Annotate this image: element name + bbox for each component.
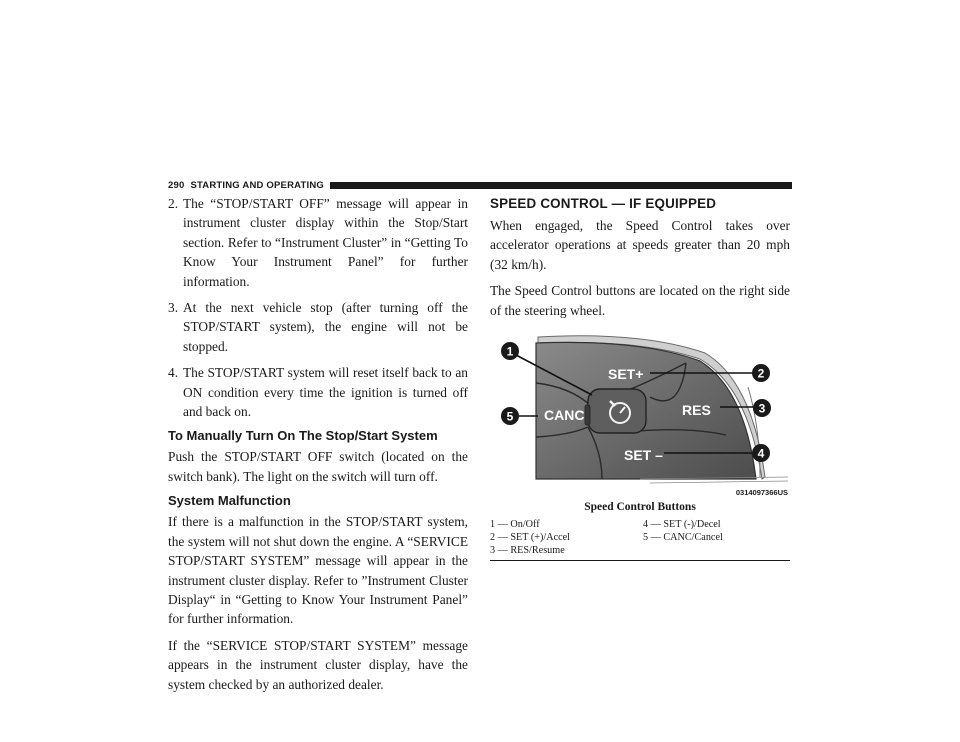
figure-caption: Speed Control Buttons — [584, 501, 696, 514]
figure-legend — [490, 519, 790, 557]
legend-item: 1 — On/Off — [490, 519, 540, 531]
speed-control-paragraph-1: When engaged, the Speed Control takes over accelerator operations at speeds greater than 20 mph (32 km/h). — [490, 218, 790, 272]
list-item-text: The “STOP/START OFF” message will appear in instrument cluster display within the Stop/Start section. Refer to “Instrument Cluster” in “Getting To Know Your Instrument Panel” for further information. — [183, 196, 468, 289]
malfunction-heading: System Malfunction — [168, 493, 291, 509]
svg-text:5: 5 — [506, 409, 514, 424]
speed-control-paragraph-2: The Speed Control buttons are located on the right side of the steering wheel. — [490, 283, 790, 318]
res-label: RES — [682, 402, 711, 419]
legend-item: 3 — RES/Resume — [490, 544, 565, 556]
list-item-number: 3. — [168, 300, 179, 316]
list-item-number: 2. — [168, 196, 179, 211]
steering-wheel-buttons-illustration — [490, 327, 790, 497]
svg-text:1: 1 — [506, 344, 514, 359]
list-item — [168, 194, 468, 291]
svg-text:3: 3 — [758, 401, 766, 416]
set-minus-label: SET – — [624, 447, 663, 464]
left-column — [168, 194, 468, 701]
legend-item: 5 — CANC/Cancel — [643, 531, 723, 543]
list-item-text: The STOP/START system will reset itself back to an ON condition every time the ignition is turned off and back on. — [183, 365, 468, 420]
list-item — [168, 298, 468, 356]
speed-control-heading: SPEED CONTROL — IF EQUIPPED — [490, 196, 717, 211]
legend-rule — [490, 560, 790, 561]
list-item-number: 4. — [168, 365, 179, 381]
speed-control-buttons-figure — [490, 327, 790, 497]
figure-code: 0314097366US — [735, 488, 788, 498]
canc-label: CANC — [544, 407, 585, 424]
page-header — [168, 178, 792, 192]
legend-item: 4 — SET (-)/Decel — [643, 519, 721, 531]
callout-1 — [501, 342, 519, 360]
legend-item: 2 — SET (+)/Accel — [490, 531, 570, 543]
header-rule — [330, 182, 792, 189]
callout-3 — [753, 399, 771, 417]
svg-text:2: 2 — [757, 366, 765, 381]
page-number: 290 — [168, 179, 185, 191]
manual-on-paragraph: Push the STOP/START OFF switch (located on the switch bank). The light on the switch will turn off. — [168, 449, 468, 484]
svg-text:4: 4 — [757, 446, 765, 461]
callout-5 — [501, 407, 519, 425]
callout-4 — [752, 444, 770, 462]
right-column — [490, 194, 790, 561]
list-item — [168, 363, 468, 421]
set-plus-label: SET+ — [608, 366, 644, 383]
malfunction-paragraph-2: If the “SERVICE STOP/START SYSTEM” message appears in the instrument cluster display, have the system checked by an authorized dealer. — [168, 637, 468, 692]
manual-on-heading: To Manually Turn On The Stop/Start System — [168, 428, 438, 444]
list-item-text: At the next vehicle stop (after turning off the STOP/START system), the engine will not be stopped. — [183, 300, 468, 354]
section-title: STARTING AND OPERATING — [190, 179, 324, 191]
callout-2 — [752, 364, 770, 382]
malfunction-paragraph-1: If there is a malfunction in the STOP/START system, the system will not shut down the engine. A “SERVICE STOP/START SYSTEM” message will appear in the instrument cluster display. Refer to ”Instrument Cluster Display“ in “Getting to Know Your Instrument Panel” for further information. — [168, 514, 468, 627]
